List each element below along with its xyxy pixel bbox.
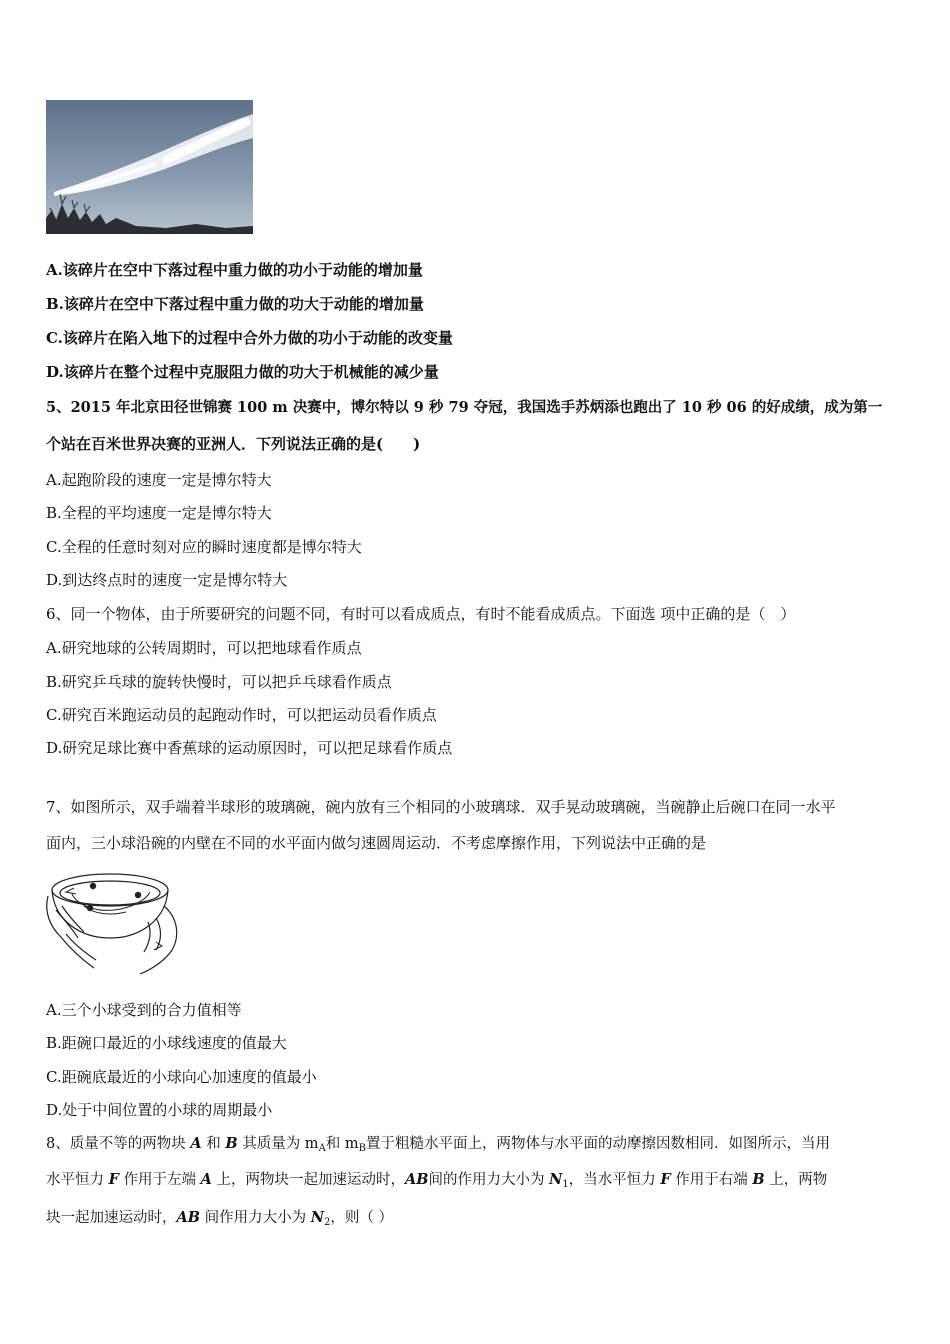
q8-sub-2: 2	[324, 1217, 331, 1228]
q4-option-d: D.该碎片在整个过程中克服阻力做的功大于机械能的减少量	[46, 363, 439, 381]
q8-text: 8、质量不等的两物块	[46, 1136, 186, 1152]
q5-option-c: C.全程的任意时刻对应的瞬时速度都是博尔特大	[46, 538, 362, 556]
q8-text: 间的作用力大小为	[428, 1172, 545, 1188]
q8-var-n: N	[549, 1171, 563, 1188]
q8-text: 上，两物块一起加速运动时，	[216, 1172, 405, 1188]
q8-stem-line2	[46, 1170, 827, 1195]
q6-option-d: D.研究足球比赛中香蕉球的运动原因时，可以把足球看作质点	[46, 739, 453, 757]
q8-text: 和 m	[325, 1136, 359, 1152]
q7-option-b: B.距碗口最近的小球线速度的值最大	[46, 1034, 287, 1052]
q8-text: 块一起加速运动时，	[46, 1210, 177, 1226]
q6-option-c: C.研究百米跑运动员的起跑动作时，可以把运动员看作质点	[46, 706, 437, 724]
q5-stem-line2: 个站在百米世界决赛的亚洲人．下列说法正确的是( )	[46, 435, 421, 453]
q8-text: ，当水平恒力	[568, 1172, 656, 1188]
q8-sub-1: 1	[562, 1179, 569, 1190]
q6-stem: 6、同一个物体，由于所要研究的问题不同，有时可以看成质点，有时不能看成质点。下面选 项中正确的是（ ）	[46, 605, 796, 623]
q8-text: 作用于右端	[675, 1172, 748, 1188]
q8-var-b: B	[225, 1135, 238, 1152]
q8-text: 和	[206, 1136, 221, 1152]
q4-option-c: C.该碎片在陷入地下的过程中合外力做的功小于动能的改变量	[46, 329, 453, 347]
q7-option-c: C.距碗底最近的小球向心加速度的值最小	[46, 1068, 317, 1086]
q6-option-a: A.研究地球的公转周期时，可以把地球看作质点	[46, 639, 362, 657]
q8-var-ab: AB	[405, 1171, 429, 1188]
q5-stem-line1: 5、2015 年北京田径世锦赛 100 m 决赛中，博尔特以 9 秒 79 夺冠，我国选手苏炳添也跑出了 10 秒 06 的好成绩，成为第一	[46, 399, 883, 416]
q8-text: ，则（ ）	[330, 1210, 393, 1226]
q7-option-a: A.三个小球受到的合力值相等	[46, 1001, 242, 1019]
q5-option-b: B.全程的平均速度一定是博尔特大	[46, 504, 272, 522]
q8-var-a: A	[190, 1135, 202, 1152]
q8-text: 水平恒力	[46, 1172, 104, 1188]
q8-stem-line1	[46, 1134, 830, 1159]
q8-text: 作用于左端	[123, 1172, 197, 1188]
q8-sub-a: A	[318, 1143, 326, 1154]
q4-option-b: B.该碎片在空中下落过程中重力做的功大于动能的增加量	[46, 295, 424, 313]
q8-var-n: N	[310, 1209, 324, 1226]
q7-option-d: D.处于中间位置的小球的周期最小	[46, 1101, 273, 1119]
bowl-hands-figure	[44, 866, 184, 976]
q8-var-f: F	[108, 1171, 119, 1188]
q5-option-a: A.起跑阶段的速度一定是博尔特大	[46, 471, 272, 489]
q8-var-ab: AB	[176, 1209, 201, 1226]
q7-stem-line2: 面内，三小球沿碗的内壁在不同的水平面内做匀速圆周运动．不考虑摩擦作用，下列说法中正确的是	[46, 834, 707, 852]
q4-option-a: A.该碎片在空中下落过程中重力做的功小于动能的增加量	[46, 261, 423, 279]
q8-text: 置于粗糙水平面上，两物体与水平面的动摩擦因数相同．如图所示，当用	[366, 1136, 831, 1152]
meteor-photo	[46, 100, 253, 234]
q8-var-a: A	[200, 1171, 212, 1188]
q8-var-b: B	[752, 1171, 765, 1188]
q8-text: 上，两物	[769, 1172, 828, 1188]
q8-var-f: F	[660, 1171, 671, 1188]
q8-text: 间作用力大小为	[204, 1210, 307, 1226]
q8-stem-line3	[46, 1208, 393, 1233]
q5-option-d: D.到达终点时的速度一定是博尔特大	[46, 571, 288, 589]
q6-option-b: B.研究乒乓球的旋转快慢时，可以把乒乓球看作质点	[46, 673, 392, 691]
q8-text: 其质量为 m	[242, 1136, 319, 1152]
q8-sub-b: B	[358, 1143, 367, 1154]
q7-stem-line1: 7、如图所示，双手端着半球形的玻璃碗，碗内放有三个相同的小玻璃球．双手晃动玻璃碗，当碗静止后碗口在同一水平	[46, 798, 836, 816]
